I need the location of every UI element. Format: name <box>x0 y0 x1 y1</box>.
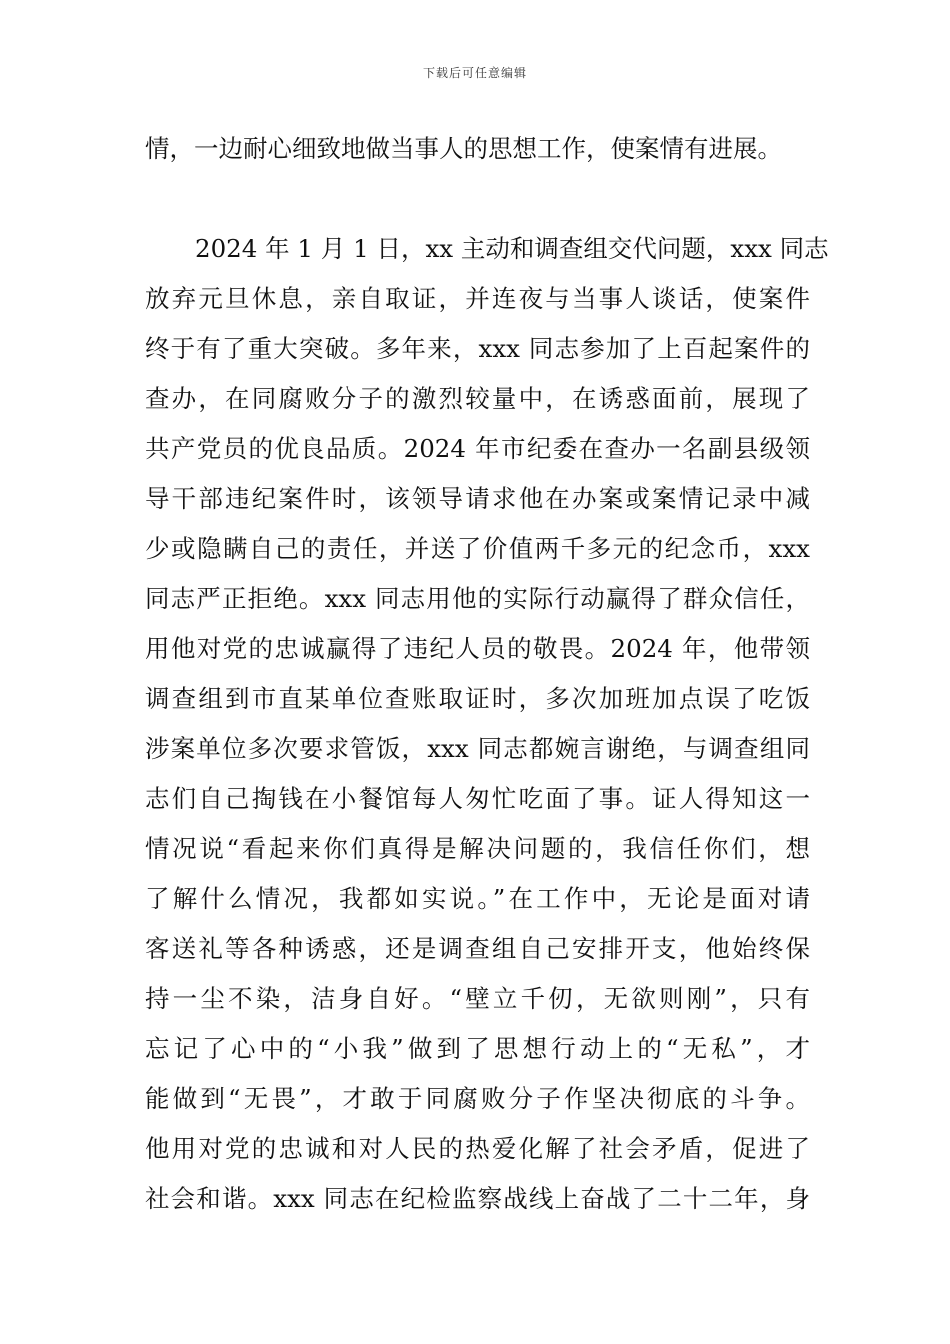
text-line: 涉案单位多次要求管饭，xxx 同志都婉言谢绝，与调查组同 <box>145 734 810 763</box>
text-line: 查办，在同腐败分子的激烈较量中，在诱惑面前，展现了 <box>145 384 810 413</box>
text-line: 持一尘不染，洁身自好。“壁立千仞，无欲则刚”，只有 <box>145 984 810 1013</box>
text-line: 放弃元旦休息，亲自取证，并连夜与当事人谈话，使案件 <box>145 284 810 313</box>
text-line: 导干部违纪案件时，该领导请求他在办案或案情记录中减 <box>145 484 810 513</box>
text-line: 志们自己掏钱在小餐馆每人匆忙吃面了事。证人得知这一 <box>145 784 810 813</box>
header-note: 下载后可任意编辑 <box>422 66 527 80</box>
text-line: 客送礼等各种诱惑，还是调查组自己安排开支，他始终保 <box>145 934 810 963</box>
text-line: 社会和谐。xxx 同志在纪检监察战线上奋战了二十二年，身 <box>145 1184 810 1213</box>
text-line: 了解什么情况，我都如实说。”在工作中，无论是面对请 <box>145 884 810 913</box>
text-line: 他用对党的忠诚和对人民的热爱化解了社会矛盾，促进了 <box>145 1134 810 1163</box>
text-line: 忘记了心中的“小我”做到了思想行动上的“无私”，才 <box>145 1034 810 1063</box>
text-line: 情，一边耐心细致地做当事人的思想工作，使案情有进展。 <box>145 134 782 163</box>
text-line: 情况说“看起来你们真得是解决问题的，我信任你们，想 <box>145 834 810 863</box>
text-line: 共产党员的优良品质。2024 年市纪委在查办一名副县级领 <box>145 434 810 463</box>
text-line: 2024 年 1 月 1 日，xx 主动和调查组交代问题，xxx 同志 <box>195 234 829 263</box>
text-line: 能做到“无畏”，才敢于同腐败分子作坚决彻底的斗争。 <box>145 1084 810 1113</box>
text-line: 终于有了重大突破。多年来，xxx 同志参加了上百起案件的 <box>145 334 810 363</box>
text-line: 少或隐瞒自己的责任，并送了价值两千多元的纪念币，xxx <box>145 534 810 563</box>
text-line: 调查组到市直某单位查账取证时，多次加班加点误了吃饭 <box>145 684 810 713</box>
text-line: 同志严正拒绝。xxx 同志用他的实际行动赢得了群众信任， <box>145 584 810 613</box>
text-line: 用他对党的忠诚赢得了违纪人员的敬畏。2024 年，他带领 <box>145 634 810 663</box>
